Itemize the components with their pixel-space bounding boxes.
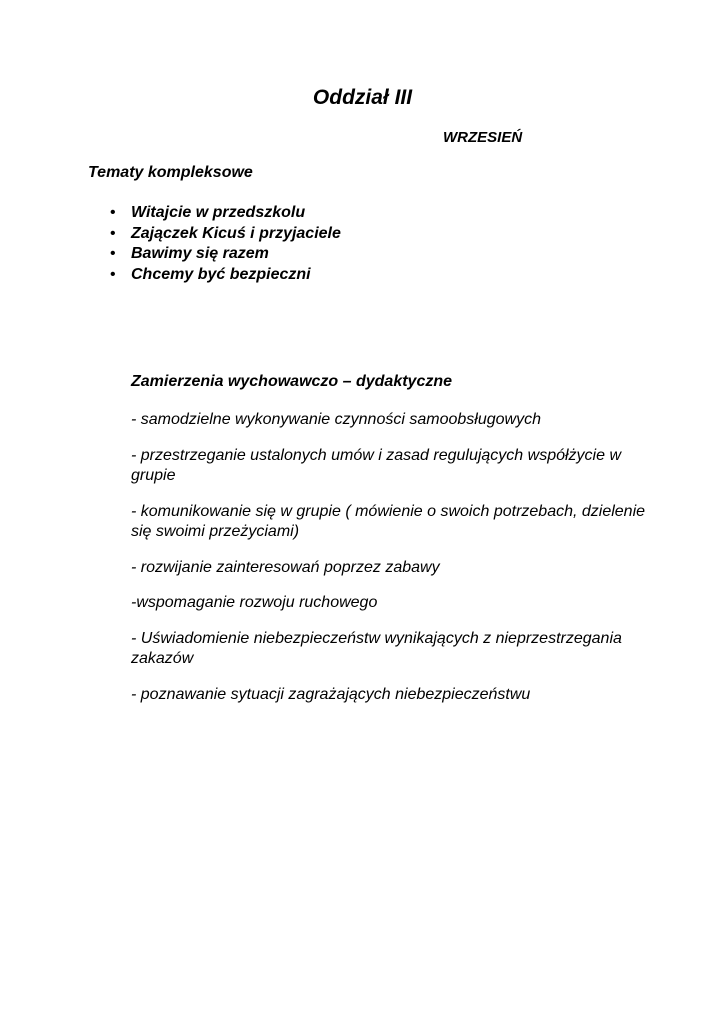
goal-item: - Uświadomienie niebezpieczeństw wynikających z nieprzestrzegania zakazów bbox=[131, 629, 622, 667]
goals-heading: Zamierzenia wychowawczo – dydaktyczne bbox=[131, 373, 453, 390]
topic-label: Bawimy się razem bbox=[131, 245, 269, 262]
page-title: Oddział III bbox=[312, 86, 413, 109]
topics-list bbox=[108, 203, 341, 285]
goal-item: - samodzielne wykonywanie czynności samoobsługowych bbox=[131, 411, 541, 428]
topic-item bbox=[108, 224, 341, 245]
month-label: WRZESIEŃ bbox=[443, 129, 523, 146]
topic-item bbox=[108, 203, 341, 224]
goal-item: - komunikowanie się w grupie ( mówienie o swoich potrzebach, dzielenie się swoimi przeżyciami) bbox=[131, 502, 646, 540]
goal-item: -wspomaganie rozwoju ruchowego bbox=[131, 594, 378, 611]
goal-item: - przestrzeganie ustalonych umów i zasad regulujących współżycie w grupie bbox=[131, 446, 621, 484]
bullet-icon: • bbox=[110, 265, 116, 283]
bullet-icon: • bbox=[110, 245, 116, 262]
topic-label: Witajcie w przedszkolu bbox=[131, 204, 306, 221]
goal-item: - rozwijanie zainteresowań poprzez zabawy bbox=[131, 558, 440, 576]
topic-label: Zajączek Kicuś i przyjaciele bbox=[131, 224, 341, 242]
topic-item bbox=[108, 265, 341, 286]
topics-heading: Tematy kompleksowe bbox=[88, 164, 253, 181]
bullet-icon: • bbox=[110, 204, 116, 221]
topic-label: Chcemy być bezpieczni bbox=[131, 265, 311, 283]
bullet-icon: • bbox=[110, 224, 116, 242]
topic-item bbox=[108, 244, 341, 265]
goals-list bbox=[131, 410, 651, 720]
goal-item: - poznawanie sytuacji zagrażających niebezpieczeństwu bbox=[131, 685, 531, 703]
